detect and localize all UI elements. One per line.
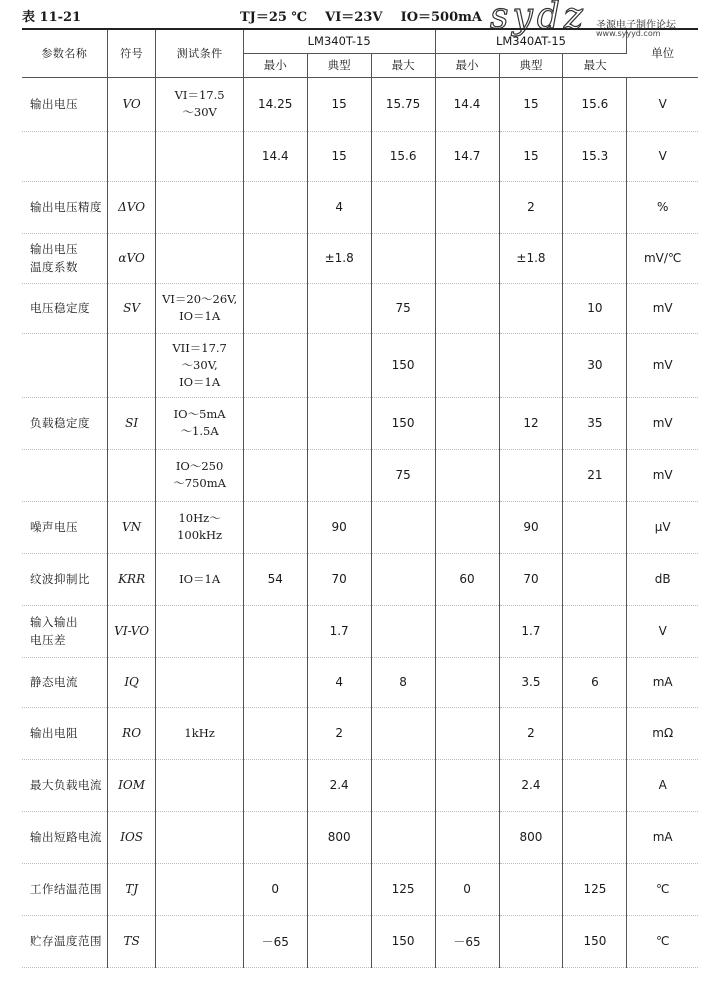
param-name xyxy=(22,181,107,233)
lm340at15-typ-value: 15 xyxy=(499,77,563,131)
lm340at15-typ-value: ±1.8 xyxy=(499,233,563,283)
lm340t15-typ-value xyxy=(307,283,371,333)
lm340at15-min-value xyxy=(435,811,499,863)
lm340at15-max-value xyxy=(563,553,627,605)
param-name-line: 输出电压 xyxy=(30,242,78,256)
symbol: αVO xyxy=(107,233,156,283)
lm340at15-typ-value: 90 xyxy=(499,501,563,553)
lm340t15-min-value: －65 xyxy=(243,915,307,967)
unit: mV xyxy=(627,333,698,397)
unit: mA xyxy=(627,811,698,863)
header-min: 最小 xyxy=(243,53,307,77)
param-name-line: 贮存温度范围 xyxy=(30,934,102,948)
param-name-line: 最大负载电流 xyxy=(30,778,102,792)
param-name xyxy=(22,283,107,333)
param-name xyxy=(22,915,107,967)
unit: mV xyxy=(627,397,698,449)
header-max: 最大 xyxy=(371,53,435,77)
lm340t15-min-value xyxy=(243,707,307,759)
lm340at15-typ-value: 2 xyxy=(499,181,563,233)
condition-vi: VI＝23V xyxy=(325,10,383,25)
lm340at15-min-value: 14.4 xyxy=(435,77,499,131)
lm340t15-max-value: 150 xyxy=(371,333,435,397)
lm340at15-typ-value: 2.4 xyxy=(499,759,563,811)
lm340t15-max-value: 150 xyxy=(371,397,435,449)
lm340at15-typ-value: 1.7 xyxy=(499,605,563,657)
lm340t15-max-value xyxy=(371,759,435,811)
lm340t15-max-value: 8 xyxy=(371,657,435,707)
table-row xyxy=(22,553,698,605)
lm340t15-typ-value: 2 xyxy=(307,707,371,759)
test-condition-line: ～1.5A xyxy=(180,424,219,438)
unit: V xyxy=(627,77,698,131)
header-unit: 单位 xyxy=(627,29,698,77)
lm340t15-min-value: 14.25 xyxy=(243,77,307,131)
lm340t15-max-value xyxy=(371,605,435,657)
test-condition xyxy=(156,77,243,131)
table-title: 表 11-21 xyxy=(22,10,82,25)
test-condition-line: 1kHz xyxy=(184,725,215,740)
param-name-line: 纹波抑制比 xyxy=(30,572,90,586)
table-row xyxy=(22,863,698,915)
test-condition-line: ～30V xyxy=(182,105,217,119)
spec-table xyxy=(22,28,698,968)
lm340t15-max-value: 75 xyxy=(371,449,435,501)
param-name-line: 温度系数 xyxy=(30,260,78,274)
lm340at15-min-value xyxy=(435,707,499,759)
lm340t15-typ-value xyxy=(307,449,371,501)
header-max: 最大 xyxy=(563,53,627,77)
table-row xyxy=(22,605,698,657)
param-name-line: 输入输出 xyxy=(30,615,78,629)
lm340at15-typ-value: 2 xyxy=(499,707,563,759)
test-condition-line: 10Hz～100kHz xyxy=(177,511,223,542)
lm340at15-min-value xyxy=(435,759,499,811)
lm340t15-max-value xyxy=(371,707,435,759)
test-condition xyxy=(156,501,243,553)
symbol xyxy=(107,449,156,501)
lm340t15-typ-value xyxy=(307,915,371,967)
lm340at15-max-value xyxy=(563,501,627,553)
table-row xyxy=(22,759,698,811)
symbol xyxy=(107,333,156,397)
lm340at15-max-value: 30 xyxy=(563,333,627,397)
unit: A xyxy=(627,759,698,811)
lm340t15-typ-value: 15 xyxy=(307,77,371,131)
lm340at15-max-value: 35 xyxy=(563,397,627,449)
header-symbol: 符号 xyxy=(107,29,156,77)
test-condition xyxy=(156,397,243,449)
watermark-url: www.syyyd.com xyxy=(596,29,661,38)
lm340t15-min-value xyxy=(243,449,307,501)
lm340t15-max-value: 150 xyxy=(371,915,435,967)
lm340t15-min-value xyxy=(243,333,307,397)
unit: ℃ xyxy=(627,863,698,915)
symbol: IOS xyxy=(107,811,156,863)
param-name xyxy=(22,131,107,181)
symbol: TJ xyxy=(107,863,156,915)
test-condition-line: VI＝17.5 xyxy=(174,88,225,102)
header-group-lm340at15: LM340AT-15 xyxy=(435,29,627,53)
test-condition xyxy=(156,131,243,181)
test-condition-line: VI＝20～26V, xyxy=(162,292,238,306)
lm340at15-max-value xyxy=(563,759,627,811)
test-condition xyxy=(156,233,243,283)
lm340t15-max-value xyxy=(371,181,435,233)
lm340at15-typ-value: 800 xyxy=(499,811,563,863)
lm340at15-max-value xyxy=(563,811,627,863)
lm340at15-min-value xyxy=(435,333,499,397)
lm340t15-min-value xyxy=(243,283,307,333)
lm340t15-min-value xyxy=(243,657,307,707)
lm340t15-typ-value: 4 xyxy=(307,181,371,233)
param-name-line: 输出短路电流 xyxy=(30,830,102,844)
lm340t15-typ-value xyxy=(307,863,371,915)
param-name-line: 输出电压 xyxy=(30,97,78,111)
test-condition xyxy=(156,333,243,397)
test-condition-line: IO～5mA xyxy=(173,407,226,421)
unit: ℃ xyxy=(627,915,698,967)
lm340t15-max-value: 125 xyxy=(371,863,435,915)
lm340at15-min-value xyxy=(435,449,499,501)
lm340at15-min-value xyxy=(435,181,499,233)
test-conditions xyxy=(240,6,482,28)
test-condition-line: IO＝1A xyxy=(179,571,221,586)
symbol: VN xyxy=(107,501,156,553)
unit: V xyxy=(627,131,698,181)
lm340at15-max-value xyxy=(563,605,627,657)
table-row xyxy=(22,233,698,283)
test-condition xyxy=(156,449,243,501)
lm340t15-min-value xyxy=(243,811,307,863)
unit: μV xyxy=(627,501,698,553)
param-name xyxy=(22,77,107,131)
lm340t15-typ-value: 1.7 xyxy=(307,605,371,657)
header-min: 最小 xyxy=(435,53,499,77)
lm340at15-max-value xyxy=(563,181,627,233)
lm340at15-min-value xyxy=(435,657,499,707)
table-row xyxy=(22,707,698,759)
table-row xyxy=(22,657,698,707)
lm340at15-typ-value: 12 xyxy=(499,397,563,449)
test-condition xyxy=(156,811,243,863)
lm340t15-typ-value: 4 xyxy=(307,657,371,707)
table-body xyxy=(22,77,698,967)
lm340at15-typ-value xyxy=(499,863,563,915)
symbol: ΔVO xyxy=(107,181,156,233)
param-name-line: 电压稳定度 xyxy=(30,301,90,315)
lm340at15-typ-value xyxy=(499,333,563,397)
table-row xyxy=(22,449,698,501)
lm340t15-min-value xyxy=(243,181,307,233)
table-row xyxy=(22,397,698,449)
unit: V xyxy=(627,605,698,657)
test-condition-line: ～30V, xyxy=(181,357,218,372)
lm340at15-min-value xyxy=(435,397,499,449)
condition-tj: TJ＝25 ℃ xyxy=(240,10,308,25)
table-row xyxy=(22,333,698,397)
test-condition xyxy=(156,553,243,605)
lm340at15-typ-value xyxy=(499,449,563,501)
table-row xyxy=(22,77,698,131)
lm340at15-min-value xyxy=(435,605,499,657)
lm340t15-typ-value: 70 xyxy=(307,553,371,605)
lm340at15-max-value: 21 xyxy=(563,449,627,501)
lm340at15-typ-value: 3.5 xyxy=(499,657,563,707)
lm340t15-max-value: 15.75 xyxy=(371,77,435,131)
table-row xyxy=(22,811,698,863)
param-name-line: 输出电压精度 xyxy=(30,200,102,214)
lm340t15-min-value xyxy=(243,233,307,283)
lm340t15-max-value xyxy=(371,811,435,863)
lm340at15-max-value: 10 xyxy=(563,283,627,333)
header-group-lm340t15: LM340T-15 xyxy=(243,29,435,53)
lm340at15-min-value: －65 xyxy=(435,915,499,967)
param-name xyxy=(22,449,107,501)
lm340t15-max-value xyxy=(371,501,435,553)
lm340t15-max-value xyxy=(371,553,435,605)
test-condition xyxy=(156,283,243,333)
unit: mV xyxy=(627,283,698,333)
lm340t15-min-value xyxy=(243,397,307,449)
symbol: KRR xyxy=(107,553,156,605)
param-name xyxy=(22,501,107,553)
param-name xyxy=(22,397,107,449)
lm340t15-typ-value xyxy=(307,333,371,397)
header-test-cond: 测试条件 xyxy=(156,29,243,77)
test-condition-line: IO＝1A xyxy=(179,309,221,323)
lm340at15-min-value: 0 xyxy=(435,863,499,915)
param-name xyxy=(22,553,107,605)
param-name-line: 工作结温范围 xyxy=(30,882,102,896)
lm340t15-min-value: 54 xyxy=(243,553,307,605)
table-row xyxy=(22,181,698,233)
test-condition xyxy=(156,759,243,811)
test-condition-line: IO＝1A xyxy=(179,374,221,389)
param-name xyxy=(22,333,107,397)
symbol: IQ xyxy=(107,657,156,707)
test-condition-line: ～750mA xyxy=(173,476,226,490)
param-name-line: 输出电阻 xyxy=(30,726,78,740)
unit: mΩ xyxy=(627,707,698,759)
param-name xyxy=(22,863,107,915)
table-row xyxy=(22,131,698,181)
watermark-name: 圣源电子制作论坛 xyxy=(596,20,676,31)
symbol: IOM xyxy=(107,759,156,811)
lm340t15-typ-value: 800 xyxy=(307,811,371,863)
param-name xyxy=(22,233,107,283)
lm340at15-max-value: 125 xyxy=(563,863,627,915)
symbol: SV xyxy=(107,283,156,333)
unit: mV/℃ xyxy=(627,233,698,283)
param-name xyxy=(22,759,107,811)
lm340t15-min-value xyxy=(243,501,307,553)
lm340t15-max-value: 75 xyxy=(371,283,435,333)
lm340at15-typ-value: 70 xyxy=(499,553,563,605)
table-row xyxy=(22,501,698,553)
symbol: TS xyxy=(107,915,156,967)
param-name-line: 负载稳定度 xyxy=(30,416,90,430)
test-condition xyxy=(156,863,243,915)
param-name xyxy=(22,811,107,863)
symbol: VO xyxy=(107,77,156,131)
param-name xyxy=(22,605,107,657)
lm340at15-min-value xyxy=(435,233,499,283)
test-condition xyxy=(156,657,243,707)
lm340at15-max-value xyxy=(563,233,627,283)
lm340t15-typ-value: 15 xyxy=(307,131,371,181)
condition-io: IO＝500mA xyxy=(400,10,482,25)
lm340at15-min-value: 14.7 xyxy=(435,131,499,181)
lm340at15-min-value xyxy=(435,283,499,333)
lm340t15-min-value xyxy=(243,605,307,657)
test-condition-line: VII＝17.7 xyxy=(172,340,227,355)
lm340t15-min-value xyxy=(243,759,307,811)
lm340at15-typ-value: 15 xyxy=(499,131,563,181)
param-name xyxy=(22,657,107,707)
test-condition xyxy=(156,181,243,233)
unit: mV xyxy=(627,449,698,501)
table-row xyxy=(22,283,698,333)
watermark-logo: sydz xyxy=(490,0,587,37)
param-name xyxy=(22,707,107,759)
lm340at15-typ-value xyxy=(499,915,563,967)
param-name-line: 静态电流 xyxy=(30,675,78,689)
header-typ: 典型 xyxy=(307,53,371,77)
test-condition-line: IO～250 xyxy=(175,459,224,473)
lm340at15-max-value: 6 xyxy=(563,657,627,707)
lm340t15-min-value: 0 xyxy=(243,863,307,915)
header-param: 参数名称 xyxy=(22,29,107,77)
header-typ: 典型 xyxy=(499,53,563,77)
lm340at15-max-value: 150 xyxy=(563,915,627,967)
symbol: SI xyxy=(107,397,156,449)
unit: % xyxy=(627,181,698,233)
test-condition xyxy=(156,605,243,657)
lm340t15-typ-value xyxy=(307,397,371,449)
lm340at15-typ-value xyxy=(499,283,563,333)
lm340t15-min-value: 14.4 xyxy=(243,131,307,181)
lm340t15-typ-value: 2.4 xyxy=(307,759,371,811)
lm340at15-min-value xyxy=(435,501,499,553)
unit: dB xyxy=(627,553,698,605)
symbol: RO xyxy=(107,707,156,759)
lm340t15-max-value xyxy=(371,233,435,283)
symbol: VI-VO xyxy=(107,605,156,657)
lm340at15-max-value: 15.6 xyxy=(563,77,627,131)
lm340t15-max-value: 15.6 xyxy=(371,131,435,181)
lm340t15-typ-value: 90 xyxy=(307,501,371,553)
table-row xyxy=(22,915,698,967)
unit: mA xyxy=(627,657,698,707)
param-name-line: 噪声电压 xyxy=(30,520,78,534)
param-name-line: 电压差 xyxy=(30,633,66,647)
symbol xyxy=(107,131,156,181)
test-condition xyxy=(156,707,243,759)
lm340at15-max-value xyxy=(563,707,627,759)
lm340at15-min-value: 60 xyxy=(435,553,499,605)
test-condition xyxy=(156,915,243,967)
lm340at15-max-value: 15.3 xyxy=(563,131,627,181)
lm340t15-typ-value: ±1.8 xyxy=(307,233,371,283)
